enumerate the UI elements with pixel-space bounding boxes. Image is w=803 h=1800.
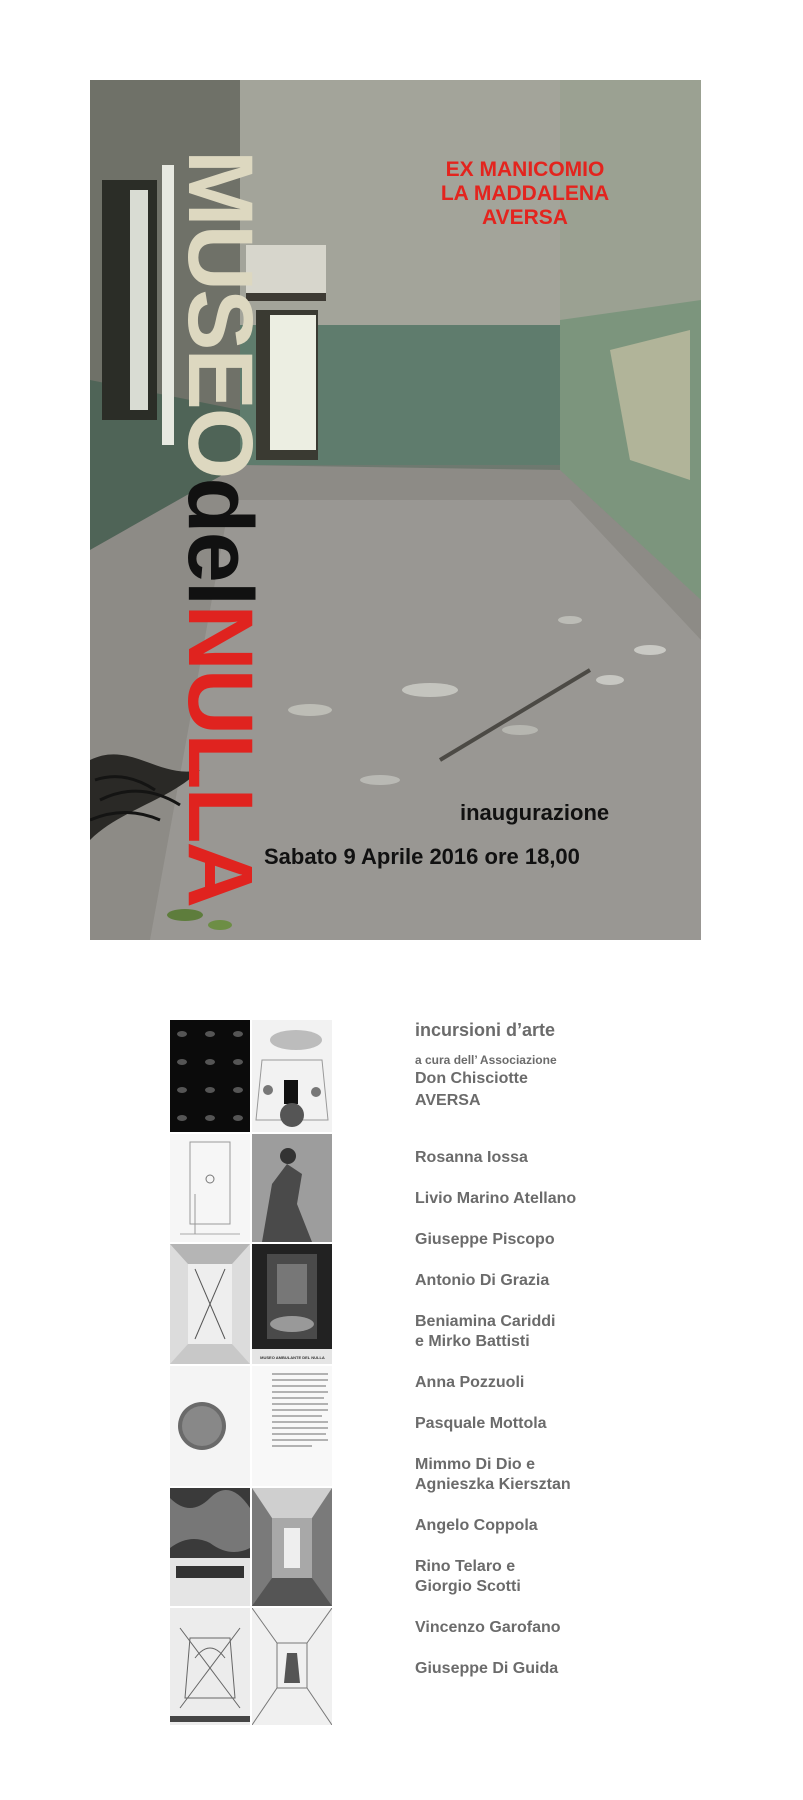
artist-name	[415, 1618, 561, 1638]
artwork-thumbnail	[252, 1244, 332, 1364]
association-name: Don Chisciotte	[415, 1070, 528, 1087]
event-date: Sabato 9 Aprile 2016 ore 18,00	[264, 844, 580, 869]
artist-name	[415, 1271, 549, 1291]
curated-by-label: a cura dell’ Associazione	[415, 1053, 557, 1067]
artist-line-1: Livio Marino Atellano	[415, 1190, 577, 1207]
artist-name	[415, 1414, 547, 1434]
thumbnail-caption: MUSEO AMBULANTE DEL NULLA	[260, 1355, 325, 1360]
artist-line-1: Anna Pozzuoli	[415, 1374, 525, 1391]
title-word-museo: MUSEO	[169, 150, 271, 478]
artist-line-1: Giuseppe Piscopo	[415, 1231, 555, 1248]
artist-line-1: Rino Telaro e	[415, 1558, 516, 1575]
artwork-thumbnail	[170, 1366, 250, 1486]
artist-name	[415, 1455, 571, 1495]
artwork-thumbnail	[252, 1608, 332, 1725]
artwork-thumbnail	[252, 1134, 332, 1242]
venue-line-2: LA MADDALENA	[440, 182, 610, 205]
artwork-thumbnail	[170, 1020, 250, 1132]
title-word-del: del	[169, 477, 271, 605]
artwork-thumbnail	[170, 1608, 250, 1725]
museum-title	[169, 150, 271, 940]
artist-name	[415, 1659, 558, 1679]
poster-image	[90, 80, 701, 940]
artist-line-1: Giuseppe Di Guida	[415, 1660, 559, 1677]
artist-name	[415, 1373, 524, 1393]
artist-line-1: Rosanna Iossa	[415, 1149, 528, 1166]
venue-block	[400, 158, 650, 230]
artist-line-1: Antonio Di Grazia	[415, 1272, 550, 1289]
venue-line-1: EX MANICOMIO	[445, 158, 605, 181]
title-word-nulla: NULLA	[169, 604, 271, 907]
artist-line-1: Mimmo Di Dio e	[415, 1456, 536, 1473]
artwork-thumbnail	[252, 1366, 332, 1486]
artist-line-1: Pasquale Mottola	[415, 1415, 547, 1432]
artist-line-2: Agnieszka Kiersztan	[415, 1476, 571, 1493]
credits-heading: incursioni d’arte	[415, 1020, 556, 1040]
artist-line-1: Beniamina Cariddi	[415, 1313, 556, 1330]
artist-line-2: Giorgio Scotti	[415, 1578, 521, 1595]
artwork-thumbnail	[170, 1244, 250, 1364]
artwork-thumbnail	[170, 1134, 250, 1242]
artist-name	[415, 1557, 521, 1597]
artist-line-1: Vincenzo Garofano	[415, 1619, 561, 1636]
artist-line-1: Angelo Coppola	[415, 1517, 538, 1534]
credits-block	[415, 1020, 557, 1111]
artwork-thumbnail	[252, 1020, 332, 1132]
event-label: inaugurazione	[460, 800, 610, 825]
artwork-thumbnails	[170, 1020, 332, 1725]
artist-name	[415, 1516, 538, 1536]
artist-name	[415, 1189, 576, 1209]
artist-name	[415, 1312, 555, 1352]
artist-line-2: e Mirko Battisti	[415, 1333, 530, 1350]
venue-line-3: AVERSA	[482, 206, 568, 229]
artist-name	[415, 1148, 528, 1168]
artwork-thumbnail	[170, 1488, 250, 1606]
artwork-thumbnail	[252, 1488, 332, 1606]
artist-name	[415, 1230, 555, 1250]
association-city: AVERSA	[415, 1092, 481, 1109]
